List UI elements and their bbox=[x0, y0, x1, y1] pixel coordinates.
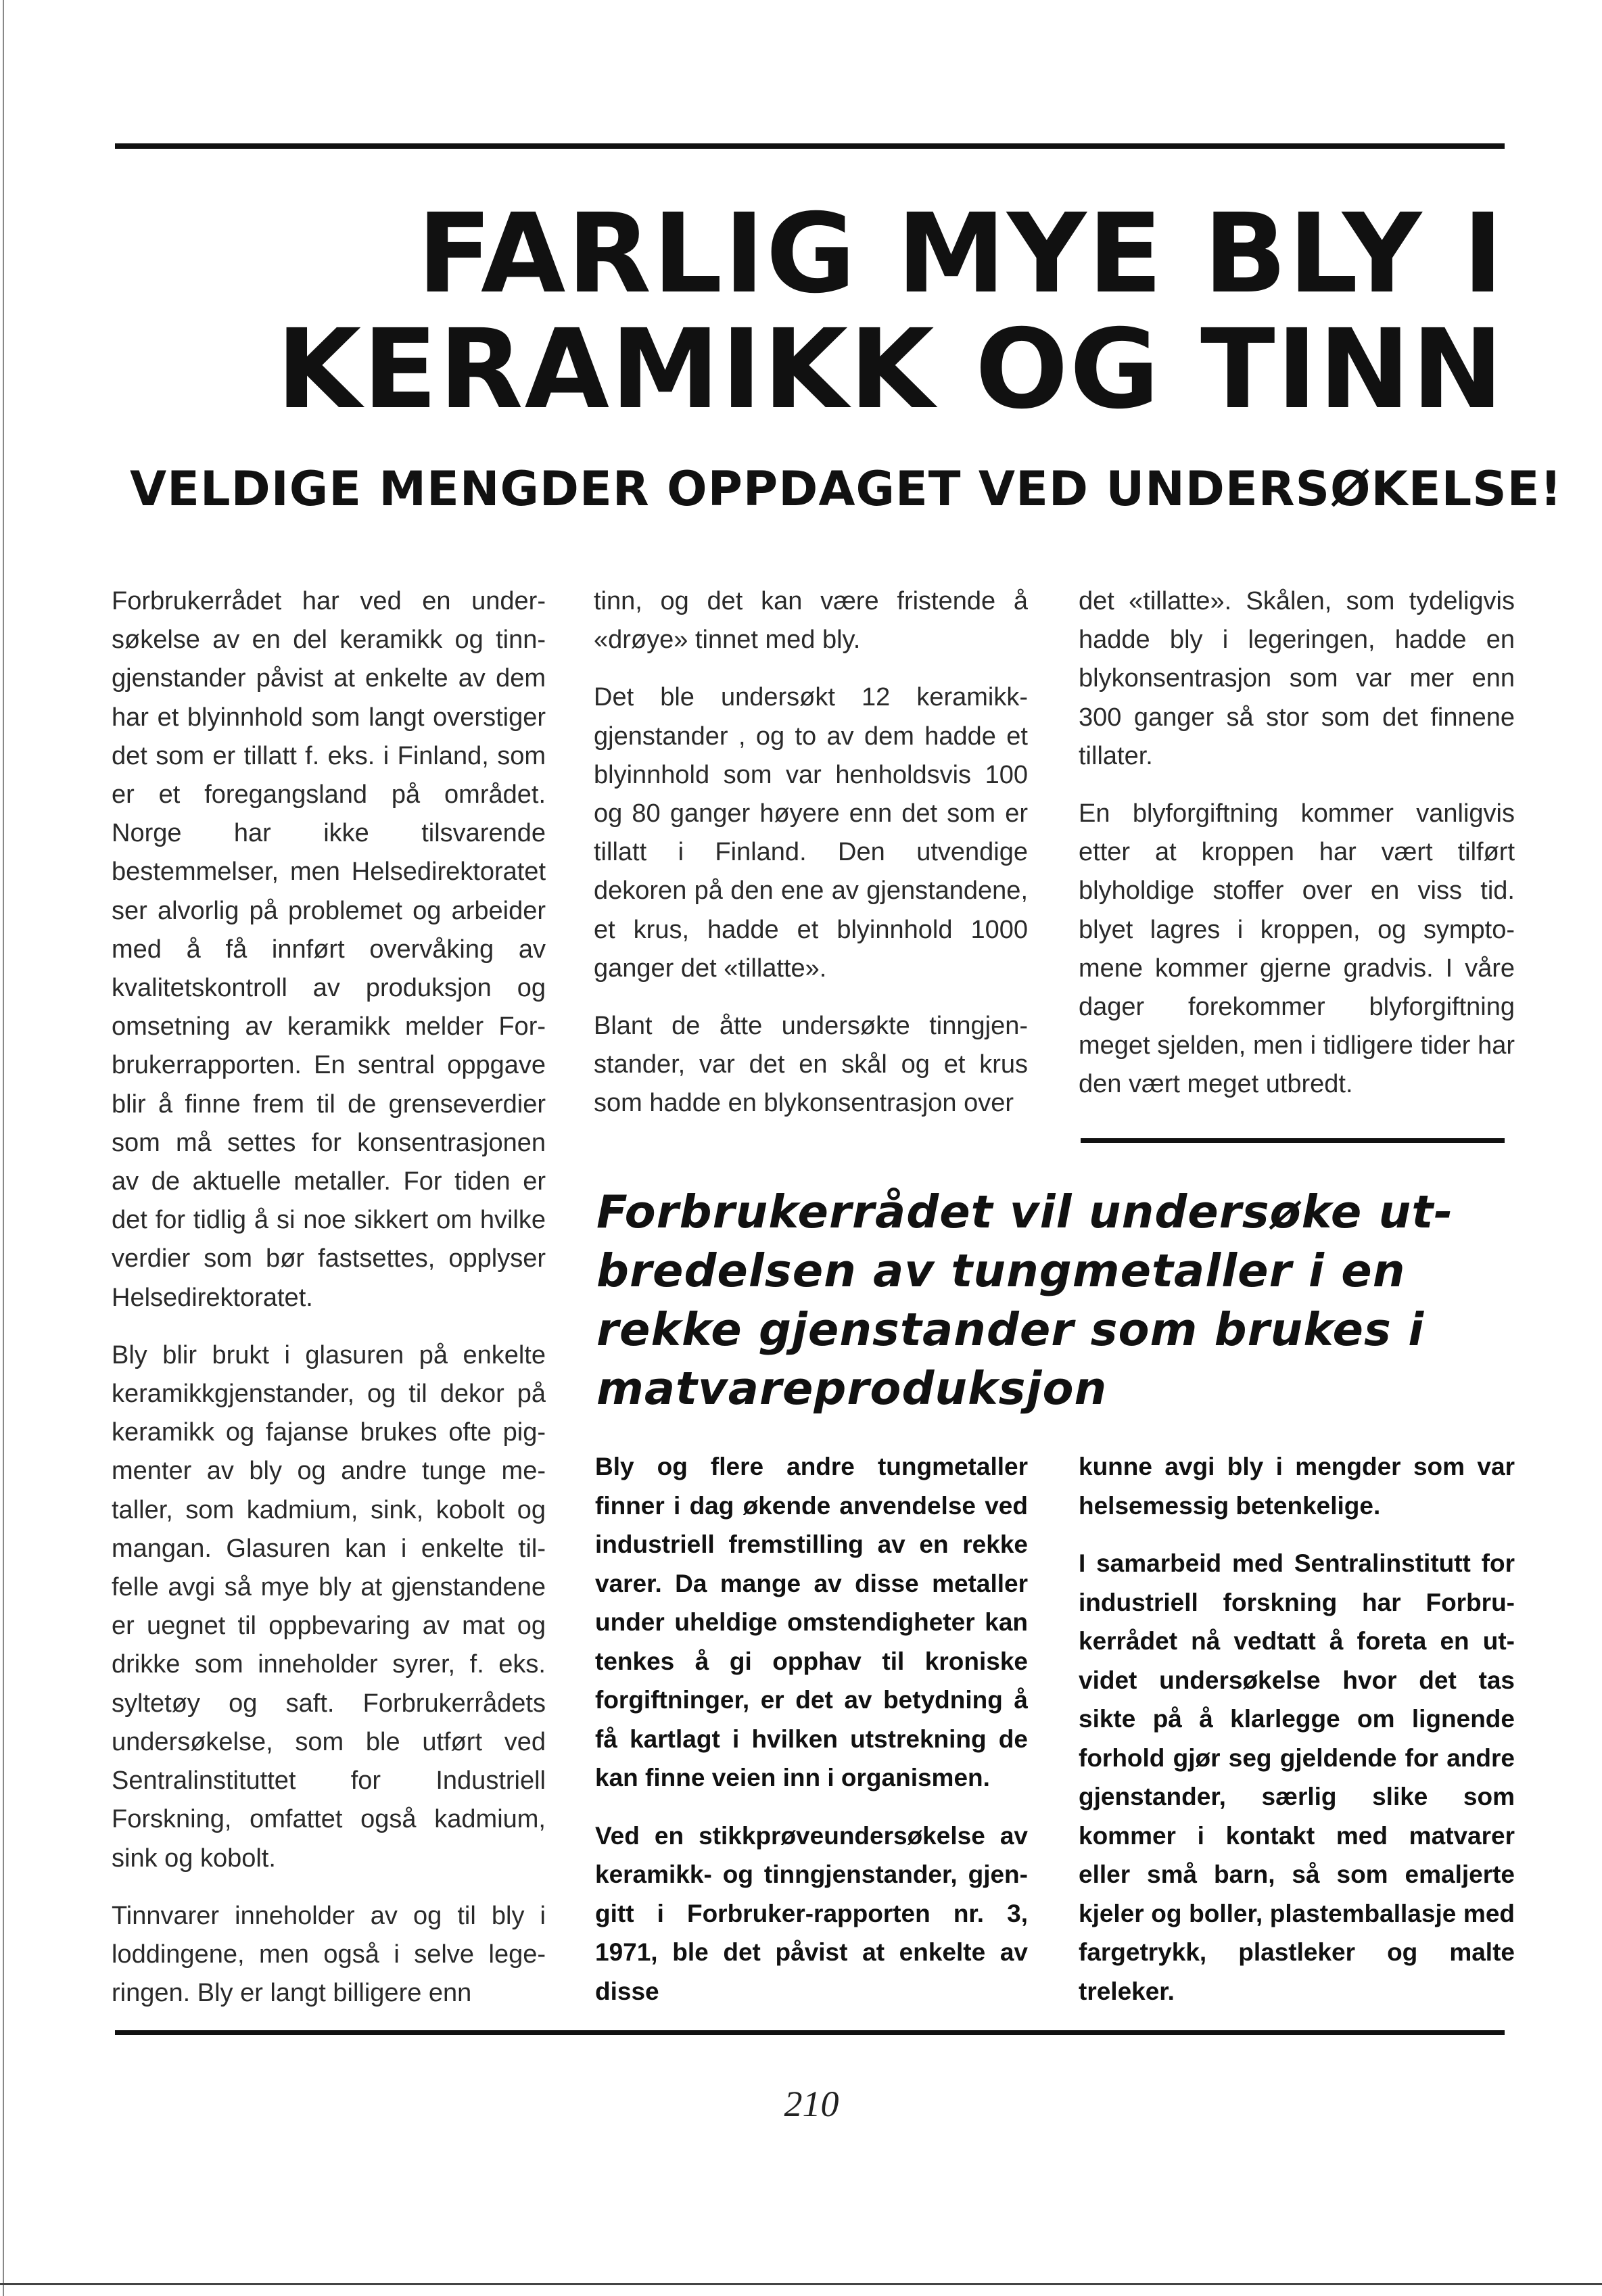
paragraph: det «tillatte». Skålen, som tydeligvis hadde bly i legeringen, hadde en blykonsentrasjon som var mer enn 300 ganger så stor som det finnene tillater. bbox=[1079, 587, 1515, 770]
headline-line-1: FARLIG MYE BLY I bbox=[417, 191, 1505, 318]
paragraph: tinn, og det kan være fristende å «drøye» tinnet med bly. bbox=[594, 587, 1028, 655]
paragraph: Forbrukerrådet har ved en undersøkelse av en del keramikk og tinngjenstander påvist at enkelte av dem har et blyinnhold som langt overstiger det som er tillatt f. eks. i Finland, som er et foregangsland på området. Norge har ikke tilsvarende bestemmelser, men Helsedirektoratet ser alvorlig på problemet og arbeider med å få innført overvåking av kvalitetskontroll av produksjon og omsetning av keramikk melder Forbrukerrapporten. En sentral oppgave blir å finne frem til de grenseverdier som må settes for konsentrasjonen av de aktuelle metaller. For tiden er det for tidlig å si noe sikkert om hvilke verdier som bør fastsettes, opplyser Helsedirektoratet. bbox=[112, 587, 546, 1312]
paragraph: Tinnvarer inneholder av og til bly i loddingene, men også i selve legeringen. Bly er langt billigere enn bbox=[112, 1901, 546, 2008]
paragraph: Bly blir brukt i glasuren på enkelte keramikkgjenstander, og til dekor på keramikk og fajanse brukes ofte pigmenter av bly og andre tunge metaller, som kadmium, sink, kobolt og mangan. Glasuren kan i enkelte tilfelle avgi så mye bly at gjenstandene er uegnet til oppbevaring av mat og drikke som inneholder syrer, f. eks. syltetøy og saft. Forbrukerrådets undersøkelse, som ble utført ved Sentralinstituttet for Industriell Forskning, omfattet også kadmium, sink og kobolt. bbox=[112, 1340, 546, 1873]
bottom-rule bbox=[115, 2030, 1505, 2035]
top-rule bbox=[115, 143, 1505, 149]
subheadline: VELDIGE MENGDER OPPDAGET VED UNDERSØKELSE! bbox=[130, 461, 1563, 517]
article-column-3 bbox=[1079, 582, 1515, 1104]
paragraph: kunne avgi bly i mengder som var helsemessig betenkelige. bbox=[1079, 1453, 1515, 1520]
paragraph: Bly og flere andre tungmetaller finner i dag økende anvendelse ved industriell fremstilling av en rekke varer. Da mange av disse metaller under uheldige omstendigheter kan tenkes å gi opphav til kroniske forgiftninger, er det av betydning å få kartlagt i hvilken utstrekning de kan finne veien inn i organismen. bbox=[595, 1453, 1028, 1791]
notice-lead-heading: Forbrukerrådet vil undersøke utbredelsen av tungmetaller i en rekke gjenstander som brukes i matvareproduksjon bbox=[596, 1186, 1453, 1415]
page-edge-left bbox=[3, 0, 4, 2296]
section-divider-rule bbox=[1081, 1138, 1505, 1143]
page-number: 210 bbox=[784, 2084, 839, 2124]
paragraph: Det ble undersøkt 12 keramikkgjenstander , og to av dem hadde et blyinnhold som var henholdsvis 100 og 80 ganger høyere enn det som er tillatt i Finland. Den utvendige dekoren på den ene av gjenstandene, et krus, hadde et blyinnhold 1000 ganger det «tillatte». bbox=[594, 683, 1028, 983]
article-column-2 bbox=[594, 582, 1028, 1123]
paragraph: Ved en stikkprøveundersøkelse av keramikk- og tinngjenstander, gjengitt i Forbruker-rapporten nr. 3, 1971, ble det påvist at enkelte av disse bbox=[595, 1821, 1028, 2005]
paragraph: Blant de åtte undersøkte tinngjenstander, var det en skål og et krus som hadde en blykonsentrasjon over bbox=[594, 1012, 1028, 1118]
paragraph: I samarbeid med Sentralinstitutt for industriell forskning har Forbrukerrådet nå vedtatt å foreta en utvidet undersøkelse hvor det tas sikte på å klarlegge om lignende forhold gjør seg gjeldende for andre gjenstander, særlig slike som kommer i kontakt med matvarer eller små barn, så som emaljerte kjeler og boller, plastemballasje med fargetrykk, plastleker og malte treleker. bbox=[1079, 1549, 1515, 2005]
headline-line-2: KERAMIKK OG TINN bbox=[276, 306, 1505, 434]
page-edge-bottom bbox=[0, 2283, 1602, 2285]
notice-column-2 bbox=[1079, 1447, 1515, 2011]
paragraph: En blyforgiftning kommer vanligvis etter at kroppen har vært tilført blyholdige stoffer over en viss tid. blyet lagres i kroppen, og symptomene kommer gjerne gradvis. I våre dager forekommer blyforgiftning meget sjelden, men i tidligere tider har den vært meget utbredt. bbox=[1079, 799, 1515, 1099]
notice-column-1 bbox=[595, 1447, 1028, 2011]
article-column-1 bbox=[112, 582, 546, 2013]
